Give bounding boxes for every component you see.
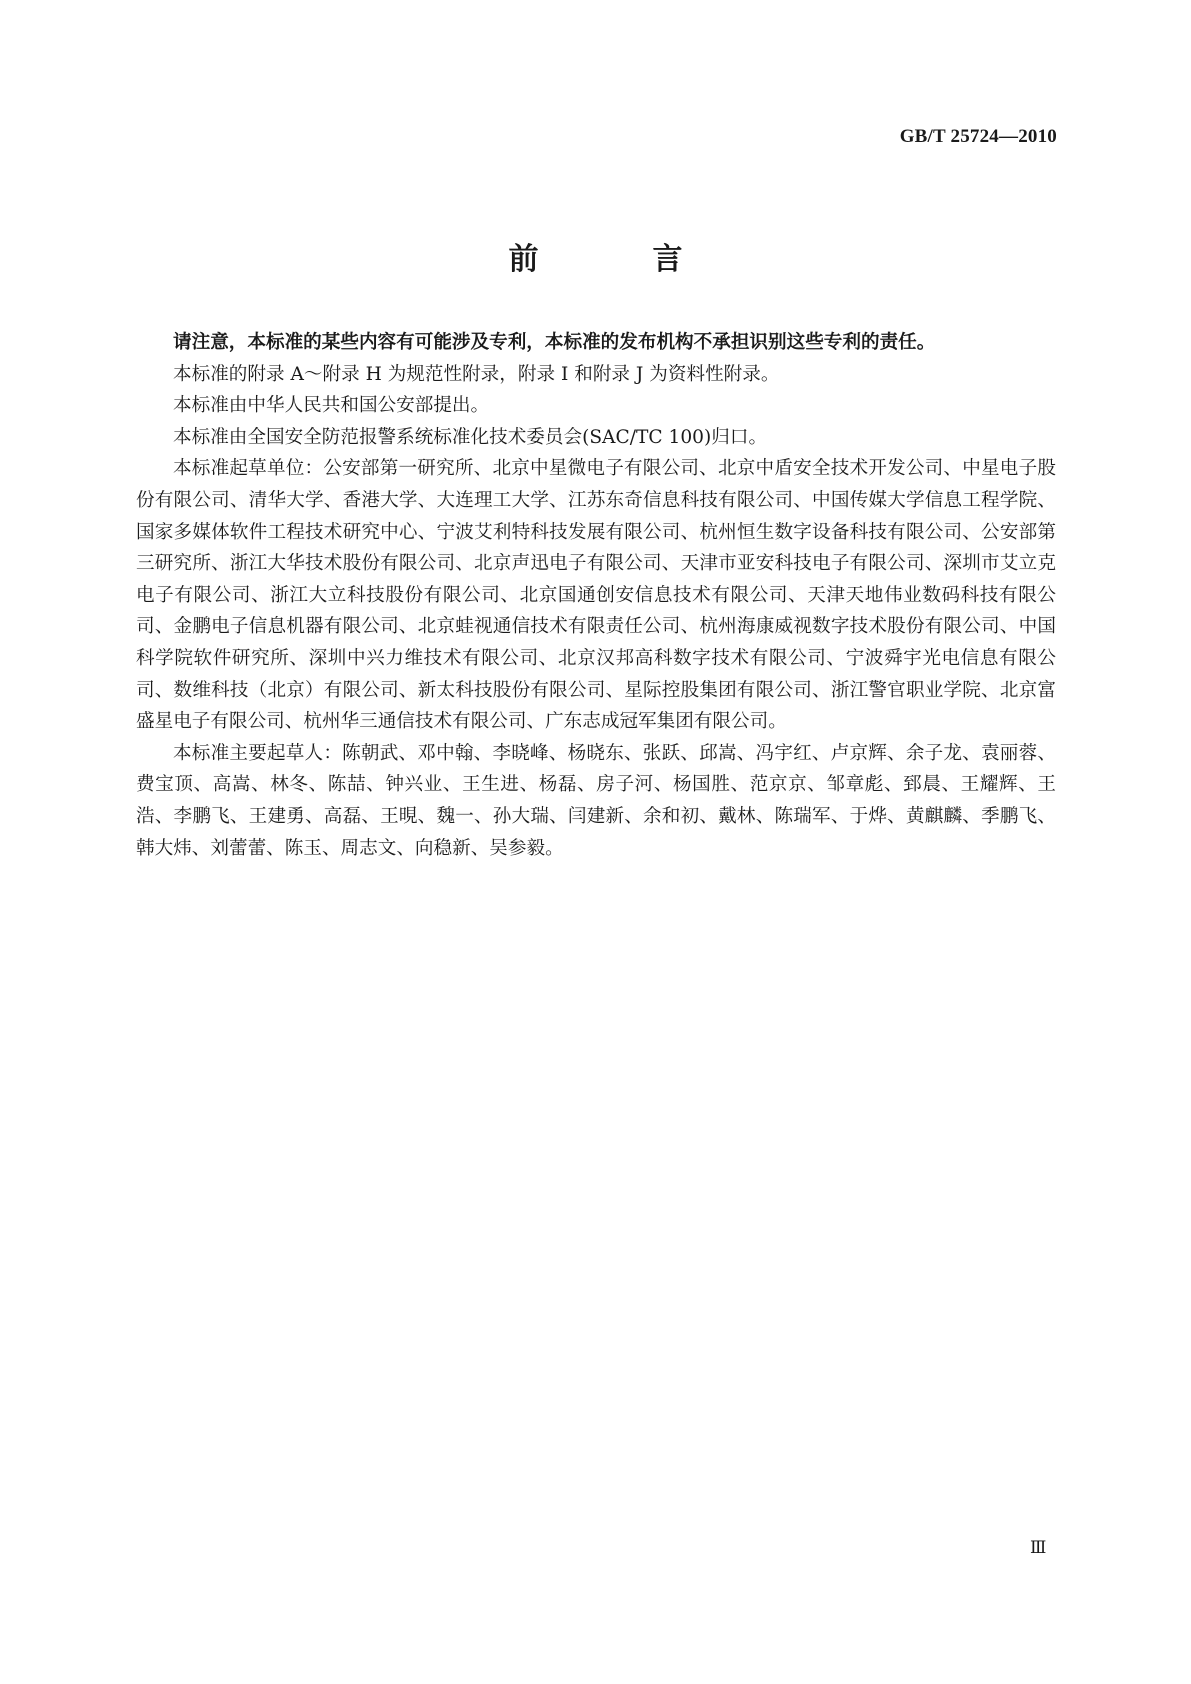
proposer-paragraph: 本标准由中华人民共和国公安部提出。 bbox=[173, 395, 490, 417]
patent-notice-paragraph: 请注意，本标准的某些内容有可能涉及专利，本标准的发布机构不承担识别这些专利的责任。 bbox=[173, 332, 936, 353]
drafters-paragraph: 本标准主要起草人：陈朝武、邓中翰、李晓峰、杨晓东、张跃、邱嵩、冯宇红、卢京辉、余子龙、袁丽蓉、费宝顶、高嵩、林冬、陈喆、钟兴业、王生进、杨磊、房子河、杨国胜、范京京、邹章彪、郅晨、王耀辉、王浩、李鹏飞、王建勇、高磊、王晛、魏一、孙大瑞、闫建新、余和初、戴林、陈瑞军、于烨、黄麒麟、季鹏飞、韩大炜、刘蕾蕾、陈玉、周志文、向稳新、吴参毅。 bbox=[136, 742, 1056, 859]
page-number: Ⅲ bbox=[1030, 1538, 1047, 1557]
appendix-paragraph: 本标准的附录 A～附录 H 为规范性附录，附录 I 和附录 J 为资料性附录。 bbox=[173, 363, 780, 385]
standard-number: GB/T 25724—2010 bbox=[899, 126, 1057, 147]
drafting-units-paragraph: 本标准起草单位：公安部第一研究所、北京中星微电子有限公司、北京中盾安全技术开发公司、中星电子股份有限公司、清华大学、香港大学、大连理工大学、江苏东奇信息科技有限公司、中国传媒大学信息工程学院、国家多媒体软件工程技术研究中心、宁波艾利特科技发展有限公司、杭州恒生数字设备科技有限公司、公安部第三研究所、浙江大华技术股份有限公司、北京声迅电子有限公司、天津市亚安科技电子有限公司、深圳市艾立克电子有限公司、浙江大立科技股份有限公司、北京国通创安信息技术有限公司、天津天地伟业数码科技有限公司、金鹏电子信息机器有限公司、北京蛙视通信技术有限责任公司、杭州海康威视数字技术股份有限公司、中国科学院软件研究所、深圳中兴力维技术有限公司、北京汉邦高科数字技术有限公司、宁波舜宇光电信息有限公司、数维科技（北京）有限公司、新太科技股份有限公司、星际控股集团有限公司、浙江警官职业学院、北京富盛星电子有限公司、杭州华三通信技术有限公司、广东志成冠军集团有限公司。 bbox=[136, 458, 1056, 733]
page-title: 前 言 bbox=[508, 242, 725, 277]
administrator-paragraph: 本标准由全国安全防范报警系统标准化技术委员会(SAC/TC 100)归口。 bbox=[173, 426, 768, 448]
foreword-body bbox=[136, 327, 1056, 864]
